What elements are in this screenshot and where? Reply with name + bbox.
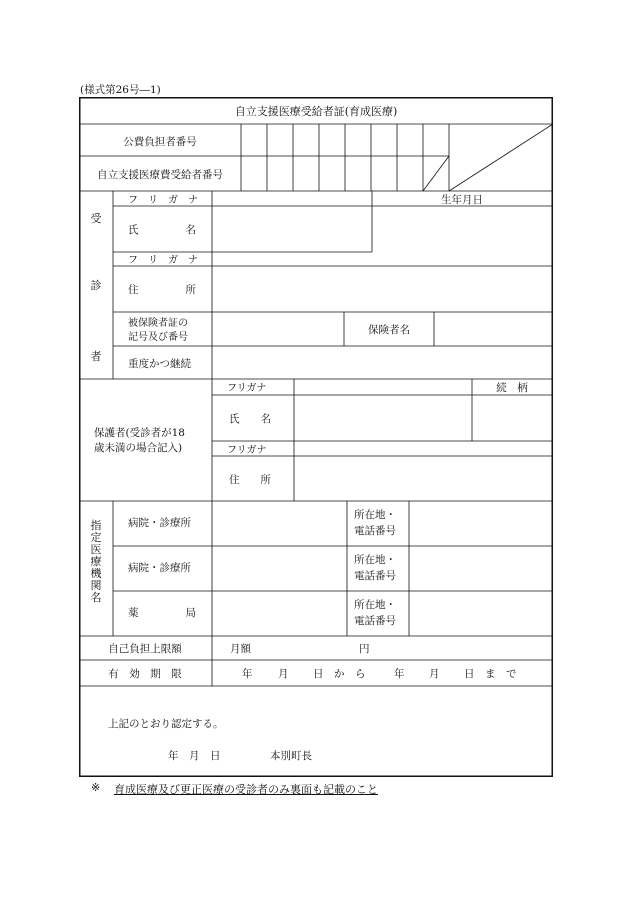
institution-section-label-6: 関 xyxy=(90,579,102,592)
certification-date: 年 月 日 xyxy=(168,750,221,762)
institution-section-label-2: 定 xyxy=(90,531,102,544)
guardian-furigana-label: フリガナ xyxy=(227,383,267,394)
guardian-furigana2-label: フリガナ xyxy=(227,445,267,456)
monthly-amount-label: 月額 xyxy=(230,643,251,655)
validity-label: 有 効 期 限 xyxy=(108,668,182,680)
validity-month-from: 月 xyxy=(278,668,289,680)
location-label-1a: 所在地・ xyxy=(354,509,396,521)
pharmacy-label-2: 局 xyxy=(185,607,196,619)
hospital-label-1: 病院・診療所 xyxy=(128,517,191,529)
patient-name-label-1: 氏 xyxy=(128,224,139,236)
yen-label: 円 xyxy=(359,643,370,655)
certificate-form xyxy=(79,97,553,777)
institution-section-label-4: 療 xyxy=(90,555,102,568)
severe-continuous-label: 重度かつ継続 xyxy=(128,358,191,370)
validity-year-to: 年 xyxy=(394,668,405,680)
patient-name-label-2: 名 xyxy=(185,224,196,236)
location-label-3a: 所在地・ xyxy=(354,599,396,611)
patient-address-label-1: 住 xyxy=(128,284,139,296)
location-label-2b: 電話番号 xyxy=(354,570,396,582)
footnote-mark: ※ xyxy=(91,781,101,794)
guardian-section-label-2: 歳未満の場合記入) xyxy=(94,442,183,454)
location-label-3b: 電話番号 xyxy=(354,615,396,627)
relation-label: 続 柄 xyxy=(496,382,528,394)
patient-furigana-label: フ リ ガ ナ xyxy=(128,195,198,206)
public-payer-number-label: 公費負担者番号 xyxy=(123,136,197,148)
guardian-section-label-1: 保護者(受診者が18 xyxy=(94,427,185,439)
guardian-name-label-2: 名 xyxy=(260,413,271,425)
insurance-number-label-1: 被保険者証の xyxy=(128,318,188,329)
patient-address-label-2: 所 xyxy=(185,284,196,296)
institution-section-label-5: 機 xyxy=(90,567,102,580)
form-title: 自立支援医療受給者証(育成医療) xyxy=(234,105,398,118)
insurer-name-label: 保険者名 xyxy=(368,324,410,336)
patient-section-label-3: 者 xyxy=(90,350,102,363)
institution-section-label-1: 指 xyxy=(90,519,102,532)
validity-day-to: 日 ま で xyxy=(464,668,517,680)
location-label-1b: 電話番号 xyxy=(354,525,396,537)
institution-section-label-7: 名 xyxy=(90,591,102,604)
validity-month-to: 月 xyxy=(429,668,440,680)
pharmacy-label-1: 薬 xyxy=(128,607,139,619)
form-number: (様式第26号―1) xyxy=(80,84,161,96)
institution-section-label-3: 医 xyxy=(90,543,102,556)
copay-limit-label: 自己負担上限額 xyxy=(108,643,182,655)
issuer-name: 本別町長 xyxy=(270,750,312,762)
location-label-2a: 所在地・ xyxy=(354,554,396,566)
validity-day-from: 日 か ら xyxy=(313,668,366,680)
footnote-text: 育成医療及び更正医療の受診者のみ裏面も記載のこと xyxy=(114,783,378,796)
guardian-address-label-1: 住 xyxy=(229,474,240,486)
validity-year-from: 年 xyxy=(242,668,253,680)
form-grid-lines xyxy=(79,124,553,686)
guardian-address-label-2: 所 xyxy=(260,474,271,486)
certification-statement: 上記のとおり認定する。 xyxy=(108,718,224,730)
recipient-number-label: 自立支援医療費受給者番号 xyxy=(97,169,223,181)
patient-section-label-2: 診 xyxy=(90,279,102,292)
guardian-name-label-1: 氏 xyxy=(229,413,240,425)
patient-section-label-1: 受 xyxy=(90,212,102,225)
patient-furigana2-label: フ リ ガ ナ xyxy=(128,255,198,266)
birthdate-label: 生年月日 xyxy=(441,194,483,206)
insurance-number-label-2: 記号及び番号 xyxy=(128,332,188,343)
hospital-label-2: 病院・診療所 xyxy=(128,562,191,574)
